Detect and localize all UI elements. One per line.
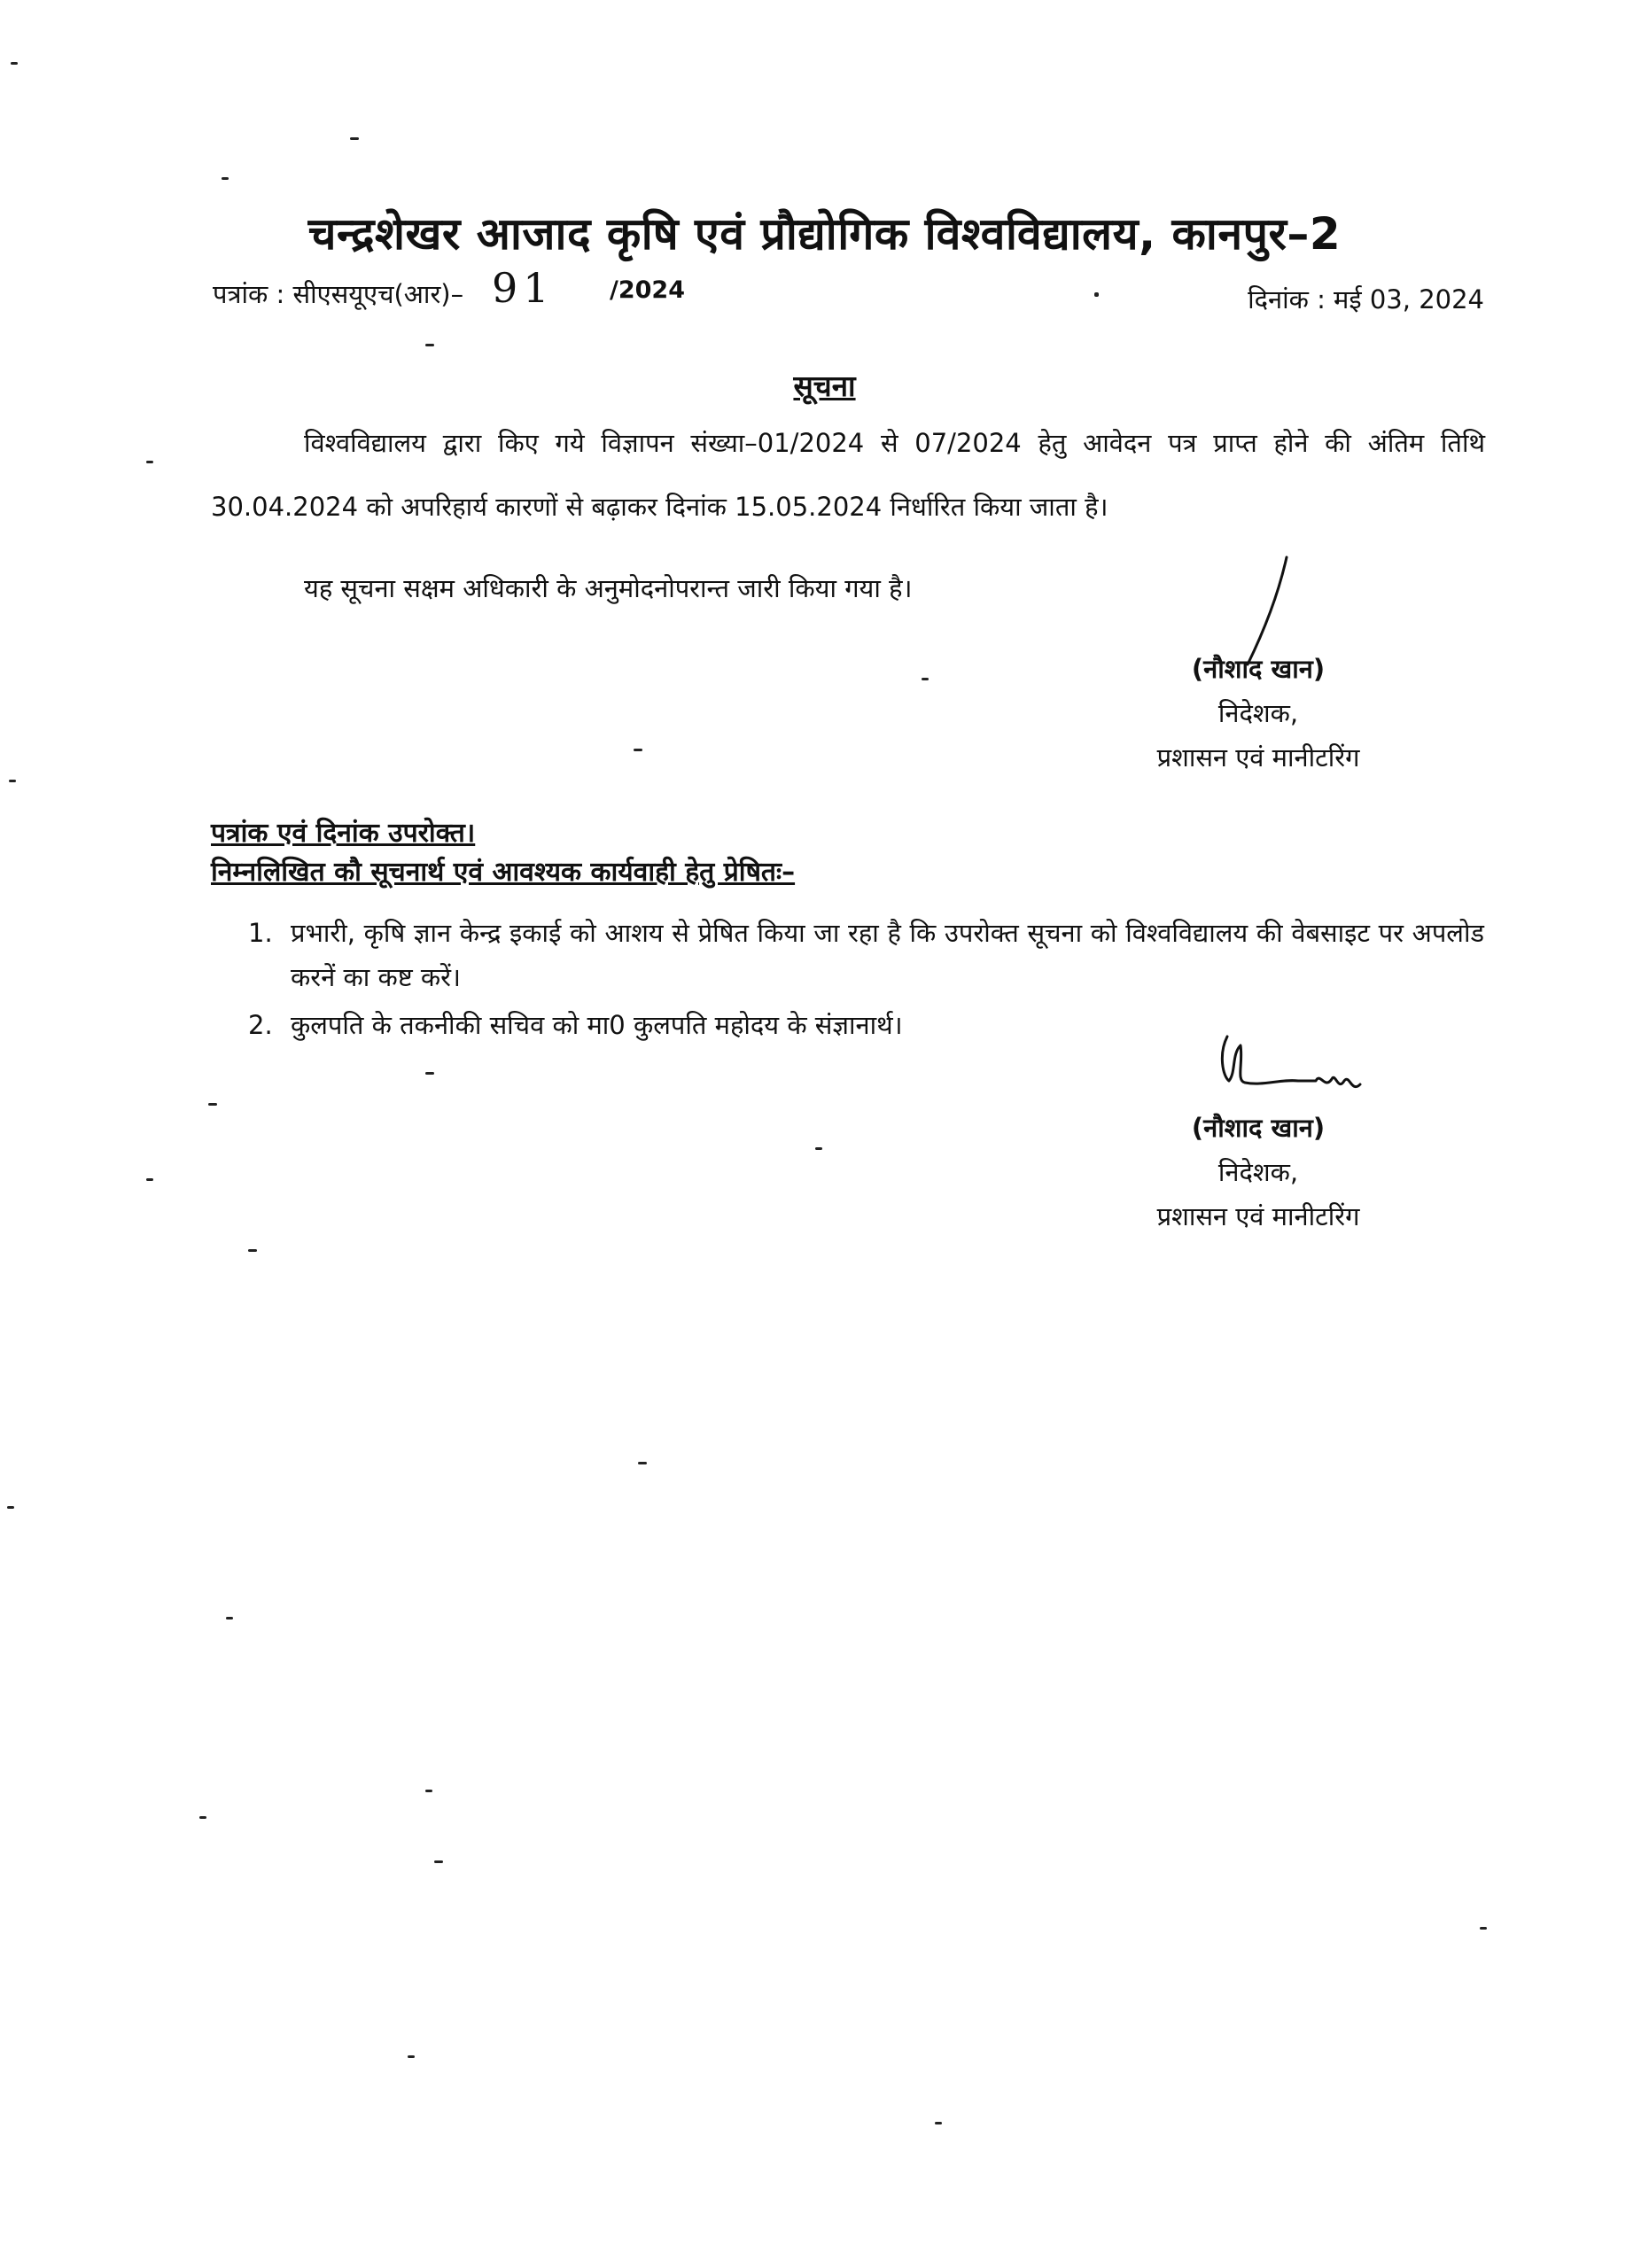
scan-speck bbox=[146, 461, 153, 463]
scan-speck bbox=[9, 780, 16, 782]
notice-paragraph-1: विश्वविद्यालय द्वारा किए गये विज्ञापन संख्या–01/2024 से 07/2024 हेतु आवेदन पत्र प्राप्त होने की अंतिम तिथि 30.04.2024 को अपरिहार्य कारणों से बढ़ाकर दिनांक 15.05.2024 निर्धारित किया जाता है। bbox=[211, 428, 1485, 522]
list-item-text: प्रभारी, कृषि ज्ञान केन्द्र इकाई को आशय से प्रेषित किया जा रहा है कि उपरोक्त सूचना को विश्वविद्यालय की वेबसाइट पर अपलोड करनें का कष्ट करें। bbox=[291, 918, 1484, 992]
scan-speck bbox=[222, 177, 229, 180]
signatory-department: प्रशासन एवं मानीटरिंग bbox=[1156, 742, 1360, 773]
scan-speck bbox=[434, 1860, 443, 1863]
signatory-designation: निदेशक, bbox=[1217, 1157, 1299, 1187]
scan-speck bbox=[425, 1790, 432, 1792]
scan-speck bbox=[7, 1506, 14, 1509]
scan-speck bbox=[199, 1816, 206, 1819]
signature-block-1 bbox=[1116, 647, 1400, 780]
list-item-number: 1. bbox=[248, 918, 273, 948]
scan-speck bbox=[638, 1462, 647, 1464]
scan-speck bbox=[425, 1072, 434, 1075]
distribution-heading: निम्नलिखित कौ सूचनार्थ एवं आवश्यक कार्यवाही हेतु प्रेषितः– bbox=[211, 857, 796, 888]
distribution-reference-line: पत्रांक एवं दिनांक उपरोक्त। bbox=[211, 818, 476, 849]
list-item-text: कुलपति के तकनीकी सचिव को मा0 कुलपति महोदय के संज्ञानार्थ। bbox=[291, 1010, 903, 1040]
scan-speck bbox=[146, 1178, 153, 1181]
scan-speck bbox=[226, 1617, 233, 1619]
scan-speck bbox=[935, 2122, 942, 2124]
document-date: दिनांक : मई 03, 2024 bbox=[1248, 284, 1484, 315]
scan-speck bbox=[248, 1249, 257, 1252]
signature-block-2 bbox=[1116, 1106, 1400, 1239]
scan-speck bbox=[350, 137, 359, 140]
reference-label: पत्रांक : सीएसयूएच(आर)– bbox=[213, 279, 464, 309]
signatory-department: प्रशासन एवं मानीटरिंग bbox=[1156, 1201, 1360, 1231]
signatory-name: (नौशाद खान) bbox=[1191, 654, 1326, 684]
list-item-number: 2. bbox=[248, 1010, 273, 1040]
notice-heading: सूचना bbox=[793, 369, 856, 403]
scan-speck bbox=[408, 2055, 415, 2058]
handwritten-signature bbox=[1210, 1028, 1387, 1107]
scan-speck bbox=[634, 749, 642, 751]
notice-paragraph-2: यह सूचना सक्षम अधिकारी के अनुमोदनोपरान्त जारी किया गया है। bbox=[304, 573, 913, 603]
list-item bbox=[248, 911, 1484, 999]
scan-speck bbox=[1480, 1927, 1487, 1930]
reference-year: /2024 bbox=[610, 276, 686, 304]
scan-speck bbox=[425, 344, 434, 346]
scan-speck bbox=[11, 62, 18, 65]
scan-speck bbox=[815, 1147, 822, 1150]
scan-speck bbox=[922, 678, 929, 680]
reference-number-handwritten: 91 bbox=[492, 264, 555, 312]
scan-speck bbox=[1094, 292, 1099, 297]
university-title: चन्द्रशेखर आजाद कृषि एवं प्रौद्योगिक विश्वविद्यालय, कानपुर–2 bbox=[307, 208, 1342, 260]
signatory-name: (नौशाद खान) bbox=[1191, 1113, 1326, 1143]
scan-speck bbox=[208, 1103, 217, 1106]
signatory-designation: निदेशक, bbox=[1217, 698, 1299, 728]
